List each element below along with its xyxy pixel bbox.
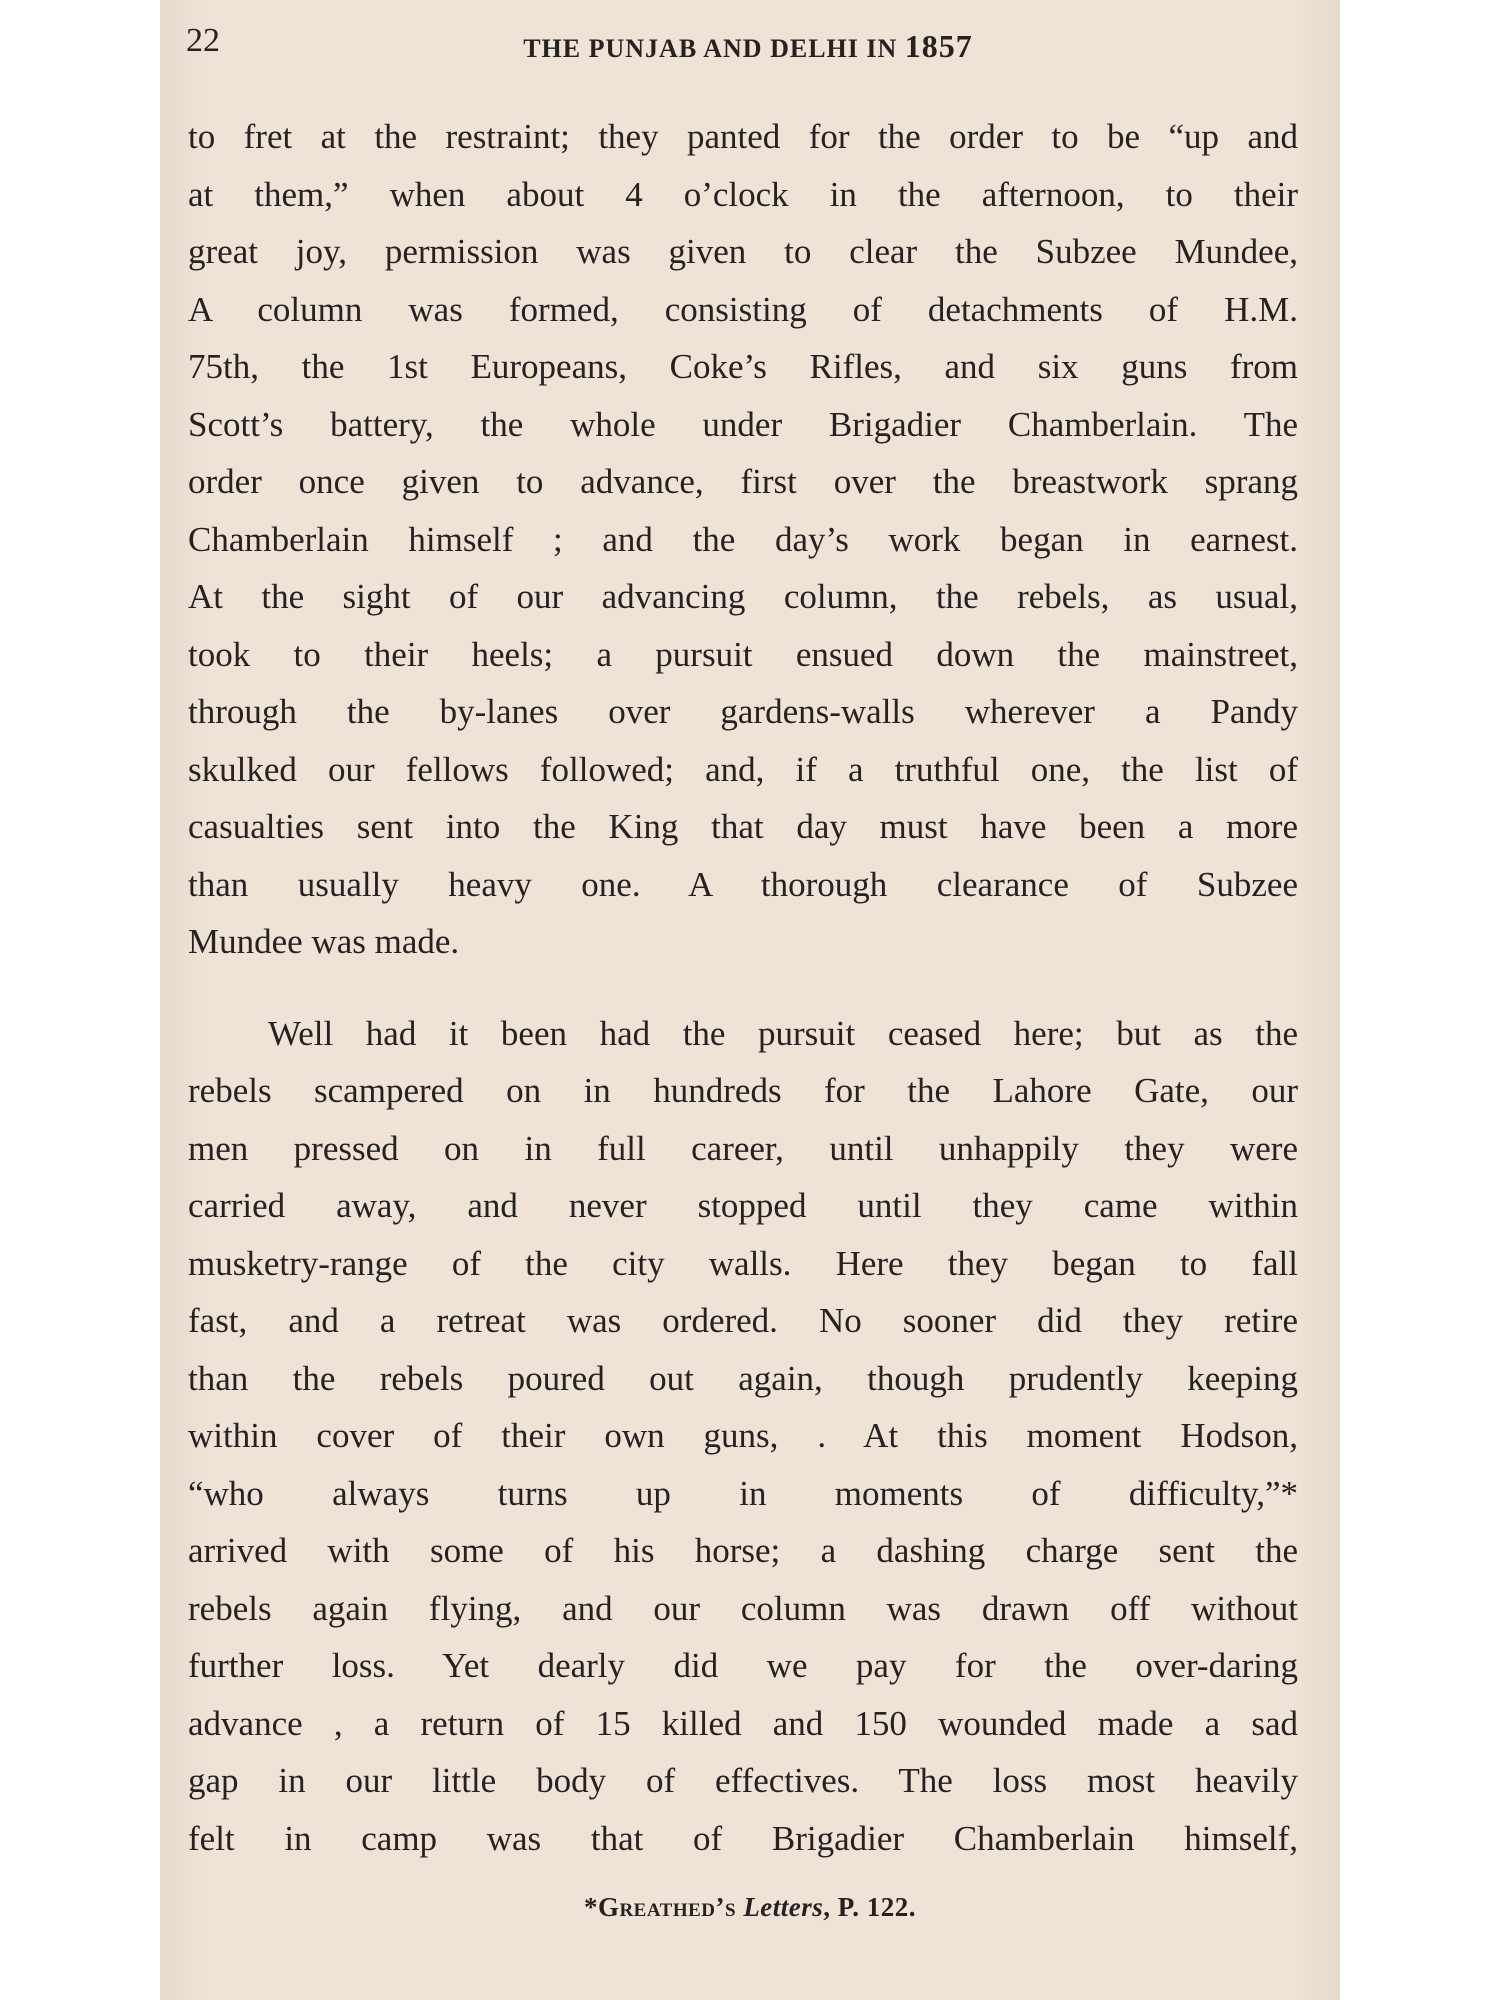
text-line: carried away, and never stopped until they came within: [188, 1186, 1298, 1225]
text-line: A column was formed, consisting of detachments of H.M.: [188, 289, 1298, 329]
text-line: than the rebels poured out again, though prudently keeping: [188, 1358, 1298, 1398]
text-line: within cover of their own guns, . At this moment Hodson,: [188, 1416, 1298, 1455]
text-line: At the sight of our advancing column, the rebels, as usual,: [188, 577, 1298, 616]
text-line: rebels again flying, and our column was drawn off without: [188, 1588, 1298, 1628]
footnote-work: Letters: [743, 1892, 824, 1922]
body-text: [188, 108, 1298, 1867]
footnote-page: , P. 122.: [823, 1892, 917, 1922]
text-line: further loss. Yet dearly did we pay for the over-daring: [188, 1646, 1298, 1685]
text-line: through the by-lanes over gardens-walls wherever a Pandy: [188, 692, 1298, 731]
text-line: order once given to advance, first over the breastwork sprang: [188, 462, 1298, 501]
text-line: Scott’s battery, the whole under Brigadier Chamberlain. The: [188, 404, 1298, 444]
footnote: [160, 1892, 1340, 1923]
running-head-title: THE PUNJAB AND DELHI IN: [523, 34, 898, 63]
paragraph-gap: [188, 971, 1298, 1005]
text-line: gap in our little body of effectives. The loss most heavily: [188, 1761, 1298, 1800]
text-line: musketry-range of the city walls. Here they began to fall: [188, 1243, 1298, 1283]
text-line: great joy, permission was given to clear the Subzee Mundee,: [188, 232, 1298, 271]
text-line: Chamberlain himself ; and the day’s work began in earnest.: [188, 519, 1298, 559]
text-line: skulked our fellows followed; and, if a truthful one, the list of: [188, 749, 1298, 789]
page-header: [186, 22, 1310, 72]
text-line: arrived with some of his horse; a dashing charge sent the: [188, 1531, 1298, 1570]
text-line: 75th, the 1st Europeans, Coke’s Rifles, and six guns from: [188, 347, 1298, 386]
text-line: rebels scampered on in hundreds for the Lahore Gate, our: [188, 1071, 1298, 1110]
text-line: casualties sent into the King that day must have been a more: [188, 807, 1298, 846]
paragraph-2: [188, 1005, 1298, 1868]
text-line: “who always turns up in moments of difficulty,”*: [188, 1473, 1298, 1513]
footnote-author: Greathed’s: [597, 1892, 737, 1922]
text-line: took to their heels; a pursuit ensued down the mainstreet,: [188, 634, 1298, 674]
paragraph-1: [188, 108, 1298, 971]
text-line: felt in camp was that of Brigadier Chamberlain himself,: [188, 1818, 1298, 1858]
running-head-year: 1857: [904, 28, 973, 64]
text-line: than usually heavy one. A thorough clearance of Subzee: [188, 864, 1298, 904]
text-line: Mundee was made.: [188, 922, 460, 961]
page-number: 22: [186, 22, 220, 59]
footnote-marker: *: [583, 1892, 598, 1922]
book-page: [160, 0, 1340, 2000]
text-line: fast, and a retreat was ordered. No sooner did they retire: [188, 1301, 1298, 1340]
running-head: [186, 28, 1310, 65]
text-line: men pressed on in full career, until unhappily they were: [188, 1128, 1298, 1168]
text-line: to fret at the restraint; they panted for the order to be “up and: [188, 117, 1298, 156]
text-line: at them,” when about 4 o’clock in the afternoon, to their: [188, 174, 1298, 214]
text-line: Well had it been had the pursuit ceased here; but as the: [268, 1013, 1298, 1053]
text-line: advance , a return of 15 killed and 150 wounded made a sad: [188, 1703, 1298, 1743]
